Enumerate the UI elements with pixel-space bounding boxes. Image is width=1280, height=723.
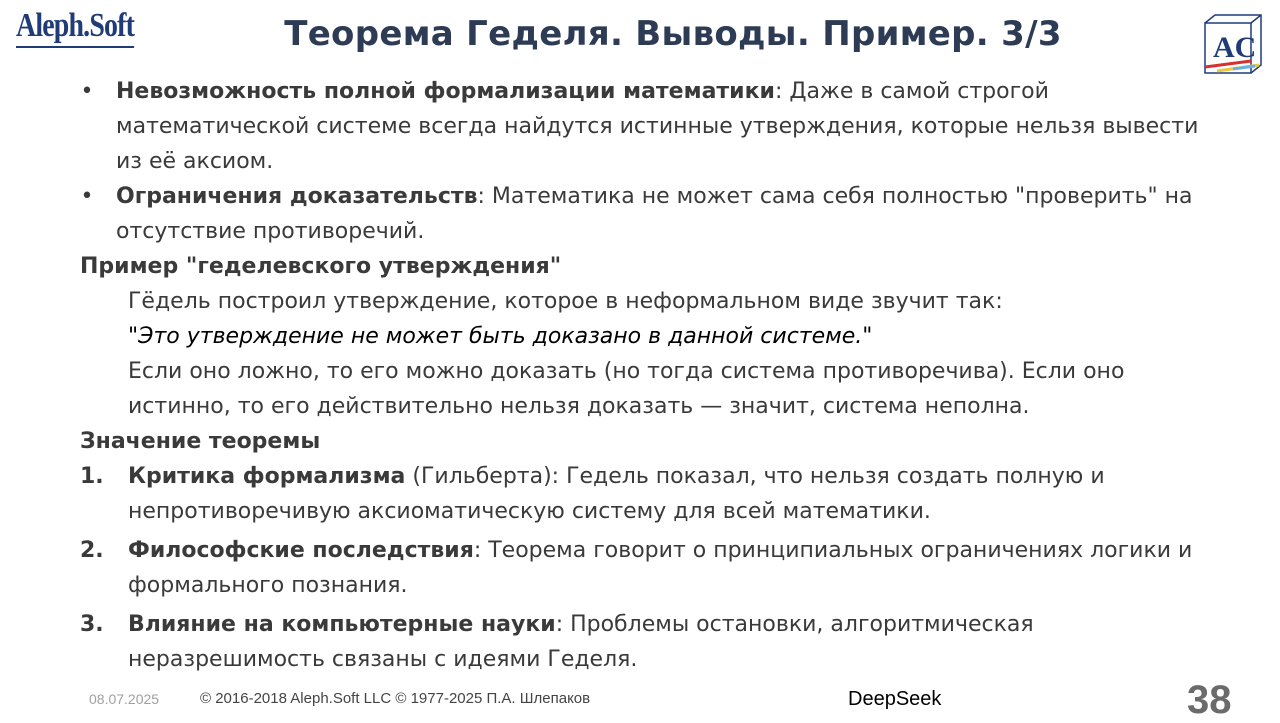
example-explanation: Если оно ложно, то его можно доказать (но тогда система противоречива). Если оно истинно, то его действительно нельзя доказать — значит, система неполна. bbox=[128, 359, 1125, 419]
item-number: 3. bbox=[80, 612, 104, 637]
item-text: : Проблемы остановки, алгоритмическая неразрешимость связаны с идеями Геделя. bbox=[128, 612, 1034, 672]
slide-content bbox=[80, 74, 1210, 681]
bullet-icon: • bbox=[80, 184, 94, 209]
list-item bbox=[80, 533, 1210, 603]
item-number: 1. bbox=[80, 464, 104, 489]
footer-date: 08.07.2025 bbox=[89, 691, 160, 707]
significance-heading: Значение теоремы bbox=[80, 429, 321, 454]
aleph-soft-logo: Aleph.Soft bbox=[16, 6, 134, 48]
item-term: Влияние на компьютерные науки bbox=[128, 612, 556, 637]
item-term: Философские последствия bbox=[128, 538, 474, 563]
bullet-text: : Математика не может сама себя полностью "проверить" на отсутствие противоречий. bbox=[116, 184, 1193, 244]
page-title: Теорема Геделя. Выводы. Пример. 3/3 bbox=[284, 14, 1062, 54]
list-item bbox=[80, 179, 1210, 249]
list-item bbox=[80, 607, 1210, 677]
item-number: 2. bbox=[80, 538, 104, 563]
page-number: 38 bbox=[1187, 678, 1232, 722]
bullet-icon: • bbox=[80, 79, 94, 104]
list-item bbox=[80, 74, 1210, 179]
svg-text:AC: AC bbox=[1213, 31, 1257, 64]
item-term: Критика формализма bbox=[128, 464, 406, 489]
ac-logo-icon bbox=[1203, 13, 1263, 77]
list-item bbox=[80, 459, 1210, 529]
bullet-term: Невозможность полной формализации математики bbox=[116, 79, 775, 104]
footer-copyright: © 2016-2018 Aleph.Soft LLC © 1977-2025 П.А. Шлепаков bbox=[200, 690, 591, 707]
example-heading: Пример "геделевского утверждения" bbox=[80, 254, 562, 279]
footer-ai-label: DeepSeek bbox=[848, 688, 942, 710]
example-quote: "Это утверждение не может быть доказано в данной системе." bbox=[128, 324, 873, 349]
bullet-term: Ограничения доказательств bbox=[116, 184, 478, 209]
example-intro: Гёдель построил утверждение, которое в неформальном виде звучит так: bbox=[128, 289, 1003, 314]
bullet-text: : Даже в самой строгой математической системе всегда найдутся истинные утверждения, которые нельзя вывести из её аксиом. bbox=[116, 79, 1199, 174]
item-text: : Теорема говорит о принципиальных ограничениях логики и формального познания. bbox=[128, 538, 1193, 598]
item-text: (Гильберта): Гедель показал, что нельзя создать полную и непротиворечивую аксиоматическую систему для всей математики. bbox=[128, 464, 1105, 524]
